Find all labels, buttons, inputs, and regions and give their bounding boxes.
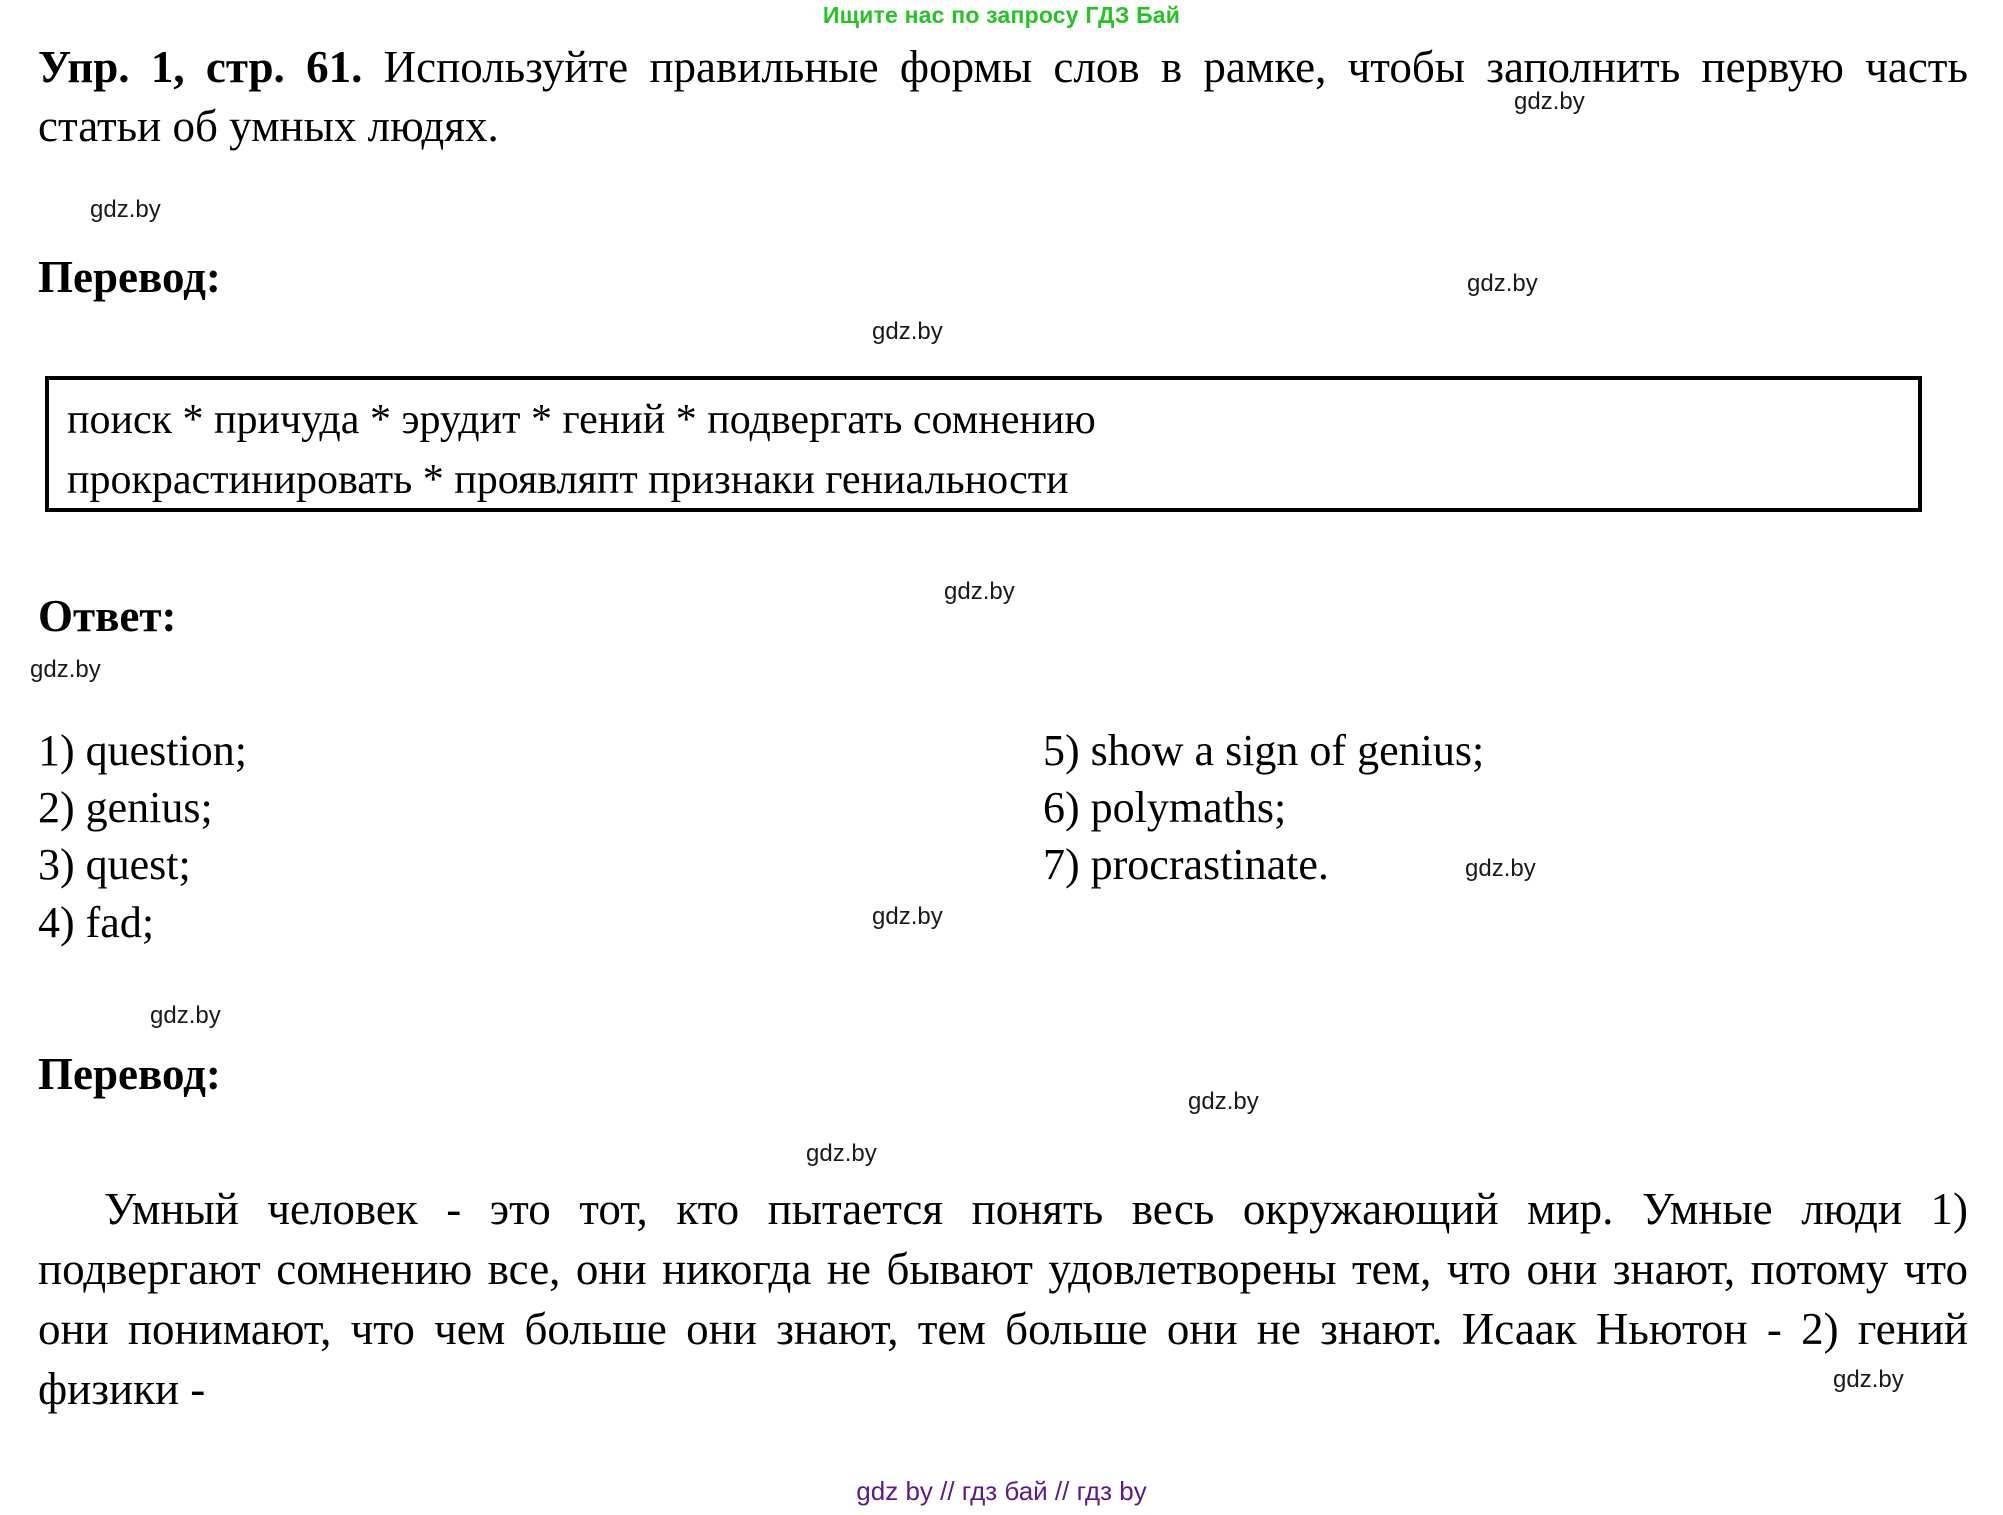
watermark: gdz.by	[806, 1140, 877, 1167]
translation-paragraph: Умный человек - это тот, кто пытается понять весь окружающий мир. Умные люди 1) подвергают сомнению все, они никогда не бывают удовлетворены тем, что они знают, потому что они понимают, что чем больше они знают, тем больше они не знают. Исаак Ньютон - 2) гений физики -	[38, 1184, 1968, 1414]
answer-item: 3) quest;	[38, 840, 191, 890]
translation-paragraph-block	[38, 1180, 1968, 1419]
word-bank-line-2: прокрастинировать * проявляпт признаки гениальности	[67, 456, 1069, 503]
answer-item: 4) fad;	[38, 897, 155, 947]
exercise-instruction-text: Используйте правильные формы слов в рамке, чтобы заполнить первую часть статьи об умных людях.	[38, 42, 1968, 151]
heading-answer: Ответ:	[38, 591, 177, 641]
answer-item: 1) question;	[38, 726, 247, 775]
watermark: gdz.by	[872, 903, 943, 930]
word-bank-box	[45, 376, 1922, 512]
watermark: gdz.by	[1467, 270, 1538, 297]
watermark: gdz.by	[90, 196, 161, 223]
watermark: gdz.by	[1188, 1088, 1259, 1115]
answer-item: 2) genius;	[38, 783, 213, 833]
watermark: gdz.by	[872, 318, 943, 345]
task-instruction	[38, 38, 1968, 155]
answer-item: 6) polymaths;	[1043, 783, 1287, 833]
answers-column-left	[38, 722, 247, 951]
watermark: gdz.by	[1465, 855, 1536, 882]
exercise-reference: Упр. 1, стр. 61.	[38, 42, 363, 92]
heading-translation-first: Перевод:	[38, 252, 221, 302]
promo-banner: Ищите нас по запросу ГДЗ Бай	[822, 2, 1181, 28]
watermark: gdz.by	[1833, 1366, 1904, 1393]
answer-item: 7) procrastinate.	[1043, 840, 1329, 890]
word-bank-content	[49, 380, 1918, 510]
heading-translation-second: Перевод:	[38, 1049, 221, 1099]
watermark: gdz.by	[1514, 88, 1585, 115]
footer-banner: gdz by // гдз бай // гдз by	[856, 1476, 1147, 1506]
answer-item: 5) show a sign of genius;	[1043, 726, 1485, 775]
watermark: gdz.by	[30, 656, 101, 683]
watermark: gdz.by	[944, 578, 1015, 605]
word-bank-line-1: поиск * причуда * эрудит * гений * подвергать сомнению	[67, 397, 1096, 443]
watermark: gdz.by	[150, 1002, 221, 1029]
answers-column-right	[1043, 722, 1484, 894]
